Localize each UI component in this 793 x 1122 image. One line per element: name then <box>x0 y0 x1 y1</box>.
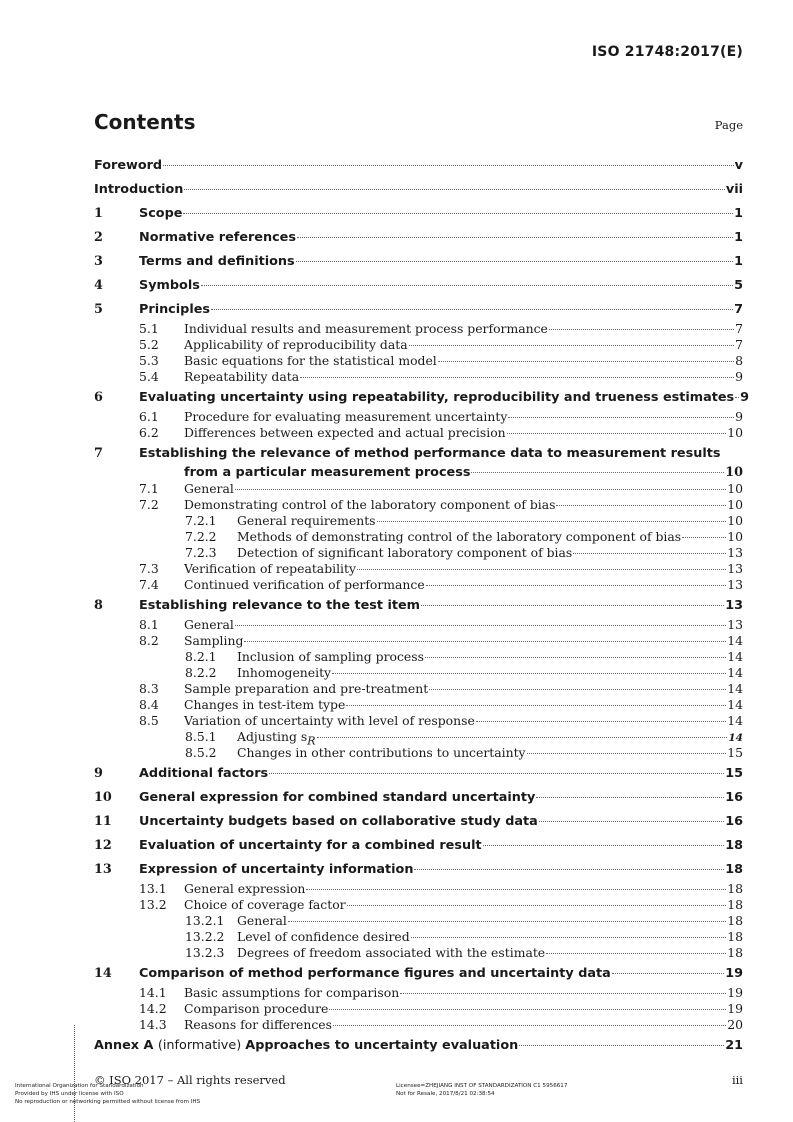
toc-entry[interactable] <box>94 913 743 929</box>
toc-leader-dots <box>332 673 726 674</box>
toc-entry-title: General requirements <box>237 513 376 529</box>
toc-entry-number: 8.5.2 <box>185 745 217 761</box>
toc-leader-dots <box>400 993 726 994</box>
toc-entry[interactable] <box>94 481 743 497</box>
toc-entry-title: Degrees of freedom associated with the estimate <box>237 945 546 961</box>
toc-leader-dots <box>549 329 734 330</box>
toc-entry-page: 21 <box>725 1037 743 1053</box>
license-notice-left <box>15 1082 200 1106</box>
toc-entry[interactable] <box>94 545 743 561</box>
toc-entry-title: Differences between expected and actual precision <box>184 425 506 441</box>
toc-entry[interactable] <box>94 337 743 353</box>
toc-entry-page: v <box>734 158 743 173</box>
toc-entry-title: Normative references <box>139 229 296 245</box>
toc-entry[interactable] <box>94 985 743 1001</box>
license-line: Provided by IHS under license with ISO <box>15 1091 124 1097</box>
toc-entry[interactable] <box>94 154 743 177</box>
toc-entry-title: Additional factors <box>139 765 269 781</box>
toc-leader-dots <box>421 605 724 606</box>
license-line: Licensee=ZHEJIANG INST OF STANDARDIZATION C1 5956617 <box>396 1083 568 1089</box>
toc-entry-number: 13.2 <box>139 897 167 913</box>
license-notice-middle <box>396 1082 567 1098</box>
toc-entry-title: Evaluating uncertainty using repeatability, reproducibility and trueness estimates <box>139 389 735 405</box>
toc-entry-number: 6.1 <box>139 409 159 425</box>
toc-entry-page: 7 <box>734 301 743 317</box>
toc-entry[interactable] <box>94 298 743 321</box>
toc-entry-number: 7.4 <box>139 577 159 593</box>
toc-entry[interactable] <box>94 1001 743 1017</box>
toc-entry-title: Principles <box>139 301 211 317</box>
toc-leader-dots <box>201 285 733 286</box>
toc-entry-page: 18 <box>727 897 743 913</box>
toc-entry-page: vii <box>725 181 743 197</box>
toc-entry-number: 5 <box>94 301 103 317</box>
toc-entry-page: 18 <box>727 929 743 945</box>
toc-entry-number: 9 <box>94 765 103 781</box>
toc-entry[interactable] <box>94 929 743 945</box>
toc-entry[interactable] <box>94 202 743 225</box>
toc-entry[interactable] <box>94 665 743 681</box>
toc-leader-dots <box>235 489 726 490</box>
toc-entry-title: Evaluation of uncertainty for a combined result <box>139 837 482 853</box>
toc-leader-dots <box>507 433 727 434</box>
toc-entry-number: 11 <box>94 813 112 829</box>
toc-entry-title: Changes in test-item type <box>184 697 346 713</box>
toc-leader-dots <box>425 657 726 658</box>
page-column-label: Page <box>714 118 743 132</box>
toc-entry-title: Expression of uncertainty information <box>139 861 414 877</box>
toc-entry-page: 10 <box>727 513 743 529</box>
toc-entry-number: 12 <box>94 837 112 853</box>
license-line: Not for Resale, 2017/8/21 02:38:54 <box>396 1091 495 1097</box>
toc-entry-number: 2 <box>94 229 103 245</box>
toc-leader-dots <box>546 953 726 954</box>
toc-entry[interactable] <box>94 729 743 748</box>
toc-leader-dots <box>527 753 727 754</box>
toc-entry[interactable] <box>94 762 743 785</box>
toc-entry-title: Individual results and measurement process performance <box>184 321 548 337</box>
toc-entry-title: Comparison of method performance figures and uncertainty data <box>139 965 611 981</box>
toc-entry-title: Adjusting $s_R$ <box>237 729 316 748</box>
page-number: iii <box>731 1073 743 1087</box>
toc-entry[interactable] <box>94 577 743 593</box>
toc-entry[interactable] <box>94 425 743 441</box>
toc-leader-dots <box>411 937 727 938</box>
toc-entry-number: 13.2.3 <box>185 945 225 961</box>
toc-entry-page: 7 <box>735 337 743 353</box>
toc-entry-page: 20 <box>727 1017 743 1033</box>
toc-entry-title: Inclusion of sampling process <box>237 649 424 665</box>
toc-entry-page: 14 <box>727 665 743 681</box>
toc-entry-title: Methods of demonstrating control of the laboratory component of bias <box>237 529 682 545</box>
toc-entry-number: 14.3 <box>139 1017 167 1033</box>
toc-entry-number: 5.4 <box>139 369 159 385</box>
toc-entry-page: 18 <box>727 913 743 929</box>
toc-leader-dots <box>288 921 726 922</box>
toc-entry-number: 13.1 <box>139 881 167 897</box>
toc-entry[interactable] <box>94 1034 743 1057</box>
toc-entry-page: 10 <box>727 497 743 513</box>
toc-entry-page: 10 <box>725 465 743 481</box>
toc-entry-page: 13 <box>727 577 743 593</box>
toc-entry[interactable] <box>94 442 743 465</box>
toc-entry-number: 5.3 <box>139 353 159 369</box>
toc-leader-dots <box>357 569 726 570</box>
toc-leader-dots <box>409 345 735 346</box>
toc-entry-page: 14 <box>727 633 743 649</box>
toc-leader-dots <box>235 625 726 626</box>
toc-entry[interactable] <box>94 810 743 833</box>
toc-entry-page: 15 <box>727 745 743 761</box>
toc-entry-title: Introduction <box>94 181 184 197</box>
toc-leader-dots <box>539 821 724 822</box>
toc-entry[interactable] <box>94 834 743 857</box>
toc-entry[interactable] <box>94 561 743 577</box>
toc-entry[interactable] <box>94 1017 743 1033</box>
toc-leader-dots <box>414 869 724 870</box>
toc-entry[interactable] <box>94 594 743 617</box>
toc-leader-dots <box>347 905 727 906</box>
toc-leader-dots <box>471 472 724 473</box>
toc-entry-page: 18 <box>725 861 743 877</box>
toc-entry-page: 19 <box>725 965 743 981</box>
toc-entry[interactable] <box>94 497 743 513</box>
toc-entry[interactable] <box>94 897 743 913</box>
toc-entry-title: General <box>184 481 234 497</box>
toc-entry-page: 19 <box>727 985 743 1001</box>
toc-entry-title: Continued verification of performance <box>184 577 425 593</box>
toc-entry-number: 13.2.1 <box>185 913 225 929</box>
toc-entry[interactable] <box>94 409 743 425</box>
toc-entry-title: Inhomogeneity <box>237 665 332 681</box>
toc-entry-number: 7.2.3 <box>185 545 217 561</box>
toc-entry[interactable] <box>94 369 743 385</box>
toc-entry-title: Detection of significant laboratory component of bias <box>237 545 573 561</box>
margin-dotted-line <box>74 1025 75 1122</box>
toc-entry-page: 5 <box>734 277 743 293</box>
toc-entry-page: 13 <box>727 545 743 561</box>
toc-entry-title: Sample preparation and pre-treatment <box>184 681 429 697</box>
toc-entry-number: 8.5 <box>139 713 159 729</box>
toc-leader-dots <box>211 309 733 310</box>
toc-entry-number: 6.2 <box>139 425 159 441</box>
toc-entry-number: 7.2.2 <box>185 529 217 545</box>
toc-leader-dots <box>476 721 726 722</box>
toc-entry-number: 8.2 <box>139 633 159 649</box>
toc-entry-number: 5.2 <box>139 337 159 353</box>
toc-entry-title: Choice of coverage factor <box>184 897 346 913</box>
toc-leader-dots <box>244 641 726 642</box>
toc-entry-title: Level of confidence desired <box>237 929 410 945</box>
toc-entry-page: 9 <box>735 409 743 425</box>
toc-leader-dots <box>682 537 726 538</box>
toc-leader-dots <box>329 1009 726 1010</box>
toc-entry-page: 19 <box>727 1001 743 1017</box>
toc-entry-number: 7.1 <box>139 481 159 497</box>
toc-entry-page: 10 <box>727 481 743 497</box>
toc-entry-title: Demonstrating control of the laboratory component of bias <box>184 497 556 513</box>
toc-leader-dots <box>346 705 726 706</box>
toc-leader-dots <box>426 585 727 586</box>
toc-entry-title: Basic assumptions for comparison <box>184 985 400 1001</box>
toc-leader-dots <box>536 797 724 798</box>
toc-entry[interactable] <box>94 529 743 545</box>
toc-entry-title: General expression for combined standard uncertainty <box>139 789 536 805</box>
toc-entry-number: 7.2 <box>139 497 159 513</box>
toc-entry[interactable] <box>94 633 743 649</box>
toc-entry[interactable] <box>94 858 743 881</box>
toc-entry-title: Sampling <box>184 633 244 649</box>
toc-entry-page: 14 <box>727 713 743 729</box>
toc-entry-page: 7 <box>735 321 743 337</box>
toc-entry-page: 13 <box>727 561 743 577</box>
toc-leader-dots <box>573 553 726 554</box>
toc-entry[interactable] <box>94 226 743 249</box>
toc-leader-dots <box>184 189 725 190</box>
toc-entry-title: Changes in other contributions to uncertainty <box>237 745 526 761</box>
toc-entry-title: Variation of uncertainty with level of response <box>184 713 475 729</box>
toc-entry-title: General <box>237 913 287 929</box>
toc-entry-page: 1 <box>734 205 743 221</box>
toc-entry-page: 8 <box>735 353 743 369</box>
toc-entry-page: 18 <box>727 945 743 961</box>
toc-entry-page: 16 <box>725 813 743 829</box>
toc-entry-number: 13 <box>94 861 112 877</box>
toc-entry-title: Reasons for differences <box>184 1017 332 1033</box>
toc-entry-number: 14 <box>94 965 112 981</box>
toc-entry-page: 16 <box>725 789 743 805</box>
toc-entry-title: Scope <box>139 205 183 221</box>
toc-leader-dots <box>183 213 733 214</box>
page-title: Contents <box>94 110 196 134</box>
toc-entry[interactable] <box>94 945 743 961</box>
toc-entry-page: 14 <box>727 697 743 713</box>
toc-entry-page: 9 <box>735 369 743 385</box>
toc-leader-dots <box>163 165 734 166</box>
toc-entry-title: Foreword <box>94 158 163 173</box>
toc-leader-dots <box>296 261 733 262</box>
toc-entry[interactable] <box>94 321 743 337</box>
toc-entry-page: 18 <box>725 837 743 853</box>
toc-entry-number: 7 <box>94 445 103 461</box>
document-id: ISO 21748:2017(E) <box>591 44 743 60</box>
toc-entry-page: 9 <box>740 389 750 405</box>
toc-entry-title: General <box>184 617 234 633</box>
toc-entry-number: 13.2.2 <box>185 929 225 945</box>
toc-entry-page: 18 <box>727 881 743 897</box>
toc-entry-number: 8 <box>94 597 103 613</box>
toc-entry-title: Repeatability data <box>184 369 300 385</box>
toc-entry-number: 7.3 <box>139 561 159 577</box>
toc-entry-number: 8.2.1 <box>185 649 217 665</box>
toc-entry-number: 7.2.1 <box>185 513 217 529</box>
toc-entry-number: 8.3 <box>139 681 159 697</box>
toc-entry-title: Comparison procedure <box>184 1001 329 1017</box>
toc-entry-number: 10 <box>94 789 112 805</box>
toc-entry-title: Procedure for evaluating measurement uncertainty <box>184 409 508 425</box>
toc-entry[interactable] <box>94 745 743 761</box>
toc-entry-page: 10 <box>727 425 743 441</box>
toc-leader-dots <box>333 1025 726 1026</box>
toc-entry-page: 14 <box>728 732 743 745</box>
toc-entry[interactable] <box>94 617 743 633</box>
toc-entry-number: 5.1 <box>139 321 159 337</box>
toc-leader-dots <box>612 973 724 974</box>
toc-entry[interactable] <box>94 713 743 729</box>
toc-entry-page: 1 <box>734 253 743 269</box>
toc-leader-dots <box>300 377 734 378</box>
toc-entry-number: 8.4 <box>139 697 159 713</box>
toc-entry-title: Annex A (informative) Approaches to uncertainty evaluation <box>94 1037 519 1053</box>
toc-entry[interactable] <box>94 274 743 297</box>
toc-entry[interactable] <box>94 697 743 713</box>
toc-entry-number: 4 <box>94 277 103 293</box>
toc-leader-dots <box>269 773 724 774</box>
toc-entry[interactable] <box>94 962 743 985</box>
toc-entry-title: from a particular measurement process <box>184 465 471 481</box>
toc-leader-dots <box>519 1045 724 1046</box>
toc-entry[interactable] <box>94 881 743 897</box>
toc-entry-number: 6 <box>94 389 103 405</box>
toc-entry-page: 15 <box>725 765 743 781</box>
toc-entry-number: 14.2 <box>139 1001 167 1017</box>
toc-entry[interactable] <box>94 649 743 665</box>
toc-entry[interactable] <box>94 513 743 529</box>
toc-entry-page: 10 <box>727 529 743 545</box>
toc-entry-page: 14 <box>727 649 743 665</box>
toc-entry[interactable] <box>94 786 743 809</box>
toc-leader-dots <box>377 521 727 522</box>
table-of-contents <box>94 154 750 1057</box>
toc-leader-dots <box>438 361 734 362</box>
license-line: International Organization for Standardization <box>15 1083 144 1089</box>
copyright-notice: © ISO 2017 – All rights reserved <box>94 1073 286 1087</box>
toc-entry-number: 8.2.2 <box>185 665 217 681</box>
toc-entry-title: Terms and definitions <box>139 253 295 269</box>
toc-entry-title: Symbols <box>139 277 200 293</box>
toc-entry-page: 13 <box>727 617 743 633</box>
toc-entry-title: Basic equations for the statistical model <box>184 353 437 369</box>
license-line: No reproduction or networking permitted without license from IHS <box>15 1099 201 1105</box>
toc-entry[interactable] <box>94 178 743 201</box>
toc-entry-title: General expression <box>184 881 306 897</box>
toc-leader-dots <box>306 889 726 890</box>
toc-leader-dots <box>735 397 739 398</box>
toc-leader-dots <box>317 737 728 738</box>
toc-entry-page: 1 <box>734 229 743 245</box>
toc-leader-dots <box>508 417 734 418</box>
toc-entry-number: 1 <box>94 205 103 221</box>
toc-entry-title: Establishing relevance to the test item <box>139 597 420 613</box>
toc-entry-number: 8.1 <box>139 617 159 633</box>
toc-entry[interactable] <box>94 250 743 273</box>
toc-entry-number: 8.5.1 <box>185 729 217 745</box>
toc-entry[interactable] <box>94 386 750 409</box>
toc-leader-dots <box>297 237 733 238</box>
toc-entry[interactable] <box>94 353 743 369</box>
toc-entry-title: Establishing the relevance of method performance data to measurement results <box>139 445 721 461</box>
toc-entry-page: 14 <box>727 681 743 697</box>
toc-entry-number: 14.1 <box>139 985 167 1001</box>
toc-entry-page: 13 <box>725 597 743 613</box>
toc-entry-title: Applicability of reproducibility data <box>184 337 408 353</box>
toc-entry-title: Uncertainty budgets based on collaborative study data <box>139 813 538 829</box>
toc-leader-dots <box>483 845 725 846</box>
toc-entry-number: 3 <box>94 253 103 269</box>
toc-leader-dots <box>556 505 726 506</box>
toc-entry[interactable] <box>94 681 743 697</box>
toc-entry[interactable] <box>94 465 743 481</box>
toc-leader-dots <box>429 689 726 690</box>
toc-entry-title: Verification of repeatability <box>184 561 356 577</box>
